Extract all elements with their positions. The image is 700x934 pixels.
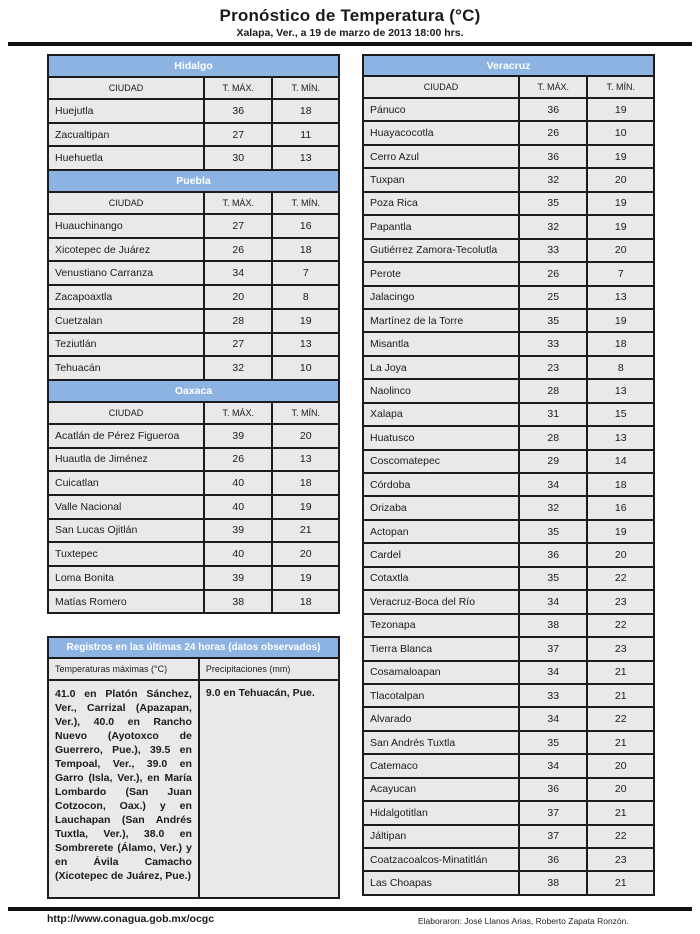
tmax-cell: 34	[204, 261, 273, 285]
tmin-cell: 23	[587, 848, 654, 871]
page-title: Pronóstico de Temperatura (°C)	[219, 6, 481, 25]
tmax-cell: 37	[519, 801, 588, 824]
top-divider	[8, 42, 692, 46]
tmin-cell: 13	[587, 286, 654, 309]
tmax-cell: 29	[519, 450, 588, 473]
city-cell: Tehuacán	[48, 356, 204, 380]
table-row	[363, 684, 654, 707]
table-row	[48, 590, 339, 614]
column-header-tmax: T. MÁX.	[204, 402, 273, 424]
tmax-cell: 33	[519, 684, 588, 707]
tmax-cell: 32	[519, 215, 588, 238]
table-row	[363, 825, 654, 848]
table-row	[363, 239, 654, 262]
column-header-tmin: T. MÍN.	[272, 77, 339, 99]
table-row	[48, 123, 339, 147]
table-row	[48, 261, 339, 285]
table-row	[48, 333, 339, 357]
column-header-city: CIUDAD	[48, 402, 204, 424]
tmin-cell: 20	[587, 239, 654, 262]
tmin-cell: 13	[272, 146, 339, 170]
tmax-cell: 28	[519, 379, 588, 402]
bottom-divider	[8, 907, 692, 911]
city-cell: Perote	[363, 262, 519, 285]
city-cell: Córdoba	[363, 473, 519, 496]
tmin-cell: 18	[272, 590, 339, 614]
column-header-city: CIUDAD	[363, 76, 519, 98]
table-row	[363, 403, 654, 426]
column-header-tmin: T. MÍN.	[272, 402, 339, 424]
tmin-cell: 16	[587, 496, 654, 519]
tmax-cell: 39	[204, 519, 273, 543]
city-cell: Matías Romero	[48, 590, 204, 614]
tmin-cell: 18	[587, 473, 654, 496]
table-row	[48, 99, 339, 123]
city-cell: Huauchinango	[48, 214, 204, 238]
state-header-hidalgo: Hidalgo	[48, 55, 339, 77]
tmax-cell: 26	[204, 448, 273, 472]
observed-precip-header: Precipitaciones (mm)	[199, 658, 339, 680]
city-cell: Orizaba	[363, 496, 519, 519]
city-cell: Cuicatlan	[48, 471, 204, 495]
observed-tmax-text: 41.0 en Platón Sánchez, Ver., Carrizal (Apazapan, Ver.), 40.0 en Rancho Nuevo (Ayotoxco de Guerrero, Pue.), 39.5 en Tempoal, Ver., 39.0 en Garro (Isla, Ver.), en María Lombardo (San Juan Cotzocon, Oax.) y en Lauchapan (San Andrés Tuxtla, Ver.), 38.0 en Sombrerete (Álamo, Ver.) y en Ávila Camacho (Xicotepec de Juárez, Pue.)	[48, 680, 199, 898]
tmax-cell: 34	[519, 661, 588, 684]
table-row	[363, 848, 654, 871]
table-row	[363, 637, 654, 660]
tmin-cell: 13	[587, 426, 654, 449]
tmax-cell: 38	[204, 590, 273, 614]
observed-title: Registros en las últimas 24 horas (datos observados)	[48, 637, 339, 658]
city-cell: Hidalgotitlan	[363, 801, 519, 824]
table-row	[363, 473, 654, 496]
observed-tmax-header: Temperaturas máximas (°C)	[48, 658, 199, 680]
tmax-cell: 30	[204, 146, 273, 170]
tmax-cell: 36	[519, 98, 588, 121]
tmax-cell: 31	[519, 403, 588, 426]
city-cell: Huehuetla	[48, 146, 204, 170]
tmax-cell: 27	[204, 333, 273, 357]
left-forecast-table	[47, 54, 340, 614]
tmax-cell: 36	[519, 848, 588, 871]
table-row	[363, 567, 654, 590]
table-row	[363, 379, 654, 402]
city-cell: Cosamaloapan	[363, 661, 519, 684]
tmin-cell: 22	[587, 614, 654, 637]
tmin-cell: 20	[587, 754, 654, 777]
city-cell: Las Choapas	[363, 871, 519, 894]
city-cell: Teziutlán	[48, 333, 204, 357]
tmax-cell: 37	[519, 825, 588, 848]
city-cell: Tezonapa	[363, 614, 519, 637]
table-row	[363, 661, 654, 684]
tmax-cell: 40	[204, 471, 273, 495]
tmax-cell: 34	[519, 590, 588, 613]
tmax-cell: 32	[204, 356, 273, 380]
tmax-cell: 26	[519, 121, 588, 144]
tmin-cell: 16	[272, 214, 339, 238]
tmin-cell: 22	[587, 707, 654, 730]
tmin-cell: 23	[587, 590, 654, 613]
city-cell: Tlacotalpan	[363, 684, 519, 707]
state-header-oaxaca: Oaxaca	[48, 380, 339, 402]
tmin-cell: 19	[587, 98, 654, 121]
city-cell: Huejutla	[48, 99, 204, 123]
city-cell: Acayucan	[363, 778, 519, 801]
state-header-veracruz: Veracruz	[363, 55, 654, 76]
city-cell: Naolinco	[363, 379, 519, 402]
tmax-cell: 26	[204, 238, 273, 262]
table-row	[48, 566, 339, 590]
tmin-cell: 18	[587, 332, 654, 355]
city-cell: Tuxtepec	[48, 542, 204, 566]
tmax-cell: 25	[519, 286, 588, 309]
tmax-cell: 40	[204, 495, 273, 519]
tmax-cell: 34	[519, 754, 588, 777]
table-row	[363, 215, 654, 238]
tmax-cell: 28	[519, 426, 588, 449]
tmin-cell: 8	[272, 285, 339, 309]
state-header-puebla: Puebla	[48, 170, 339, 192]
tmin-cell: 14	[587, 450, 654, 473]
tmax-cell: 35	[519, 567, 588, 590]
tmax-cell: 38	[519, 871, 588, 894]
city-cell: Tuxpan	[363, 168, 519, 191]
tmax-cell: 36	[204, 99, 273, 123]
table-row	[363, 496, 654, 519]
table-row	[48, 214, 339, 238]
veracruz-forecast-table	[362, 54, 655, 896]
column-header-tmin: T. MÍN.	[272, 192, 339, 214]
table-row	[48, 495, 339, 519]
tmax-cell: 36	[519, 145, 588, 168]
tmin-cell: 20	[587, 168, 654, 191]
tmin-cell: 11	[272, 123, 339, 147]
table-row	[48, 542, 339, 566]
city-cell: Coatzacoalcos-Minatitlán	[363, 848, 519, 871]
city-cell: Coscomatepec	[363, 450, 519, 473]
table-row	[363, 332, 654, 355]
tmin-cell: 19	[587, 215, 654, 238]
table-row	[48, 309, 339, 333]
tmax-cell: 39	[204, 424, 273, 448]
table-row	[363, 731, 654, 754]
tmax-cell: 34	[519, 473, 588, 496]
tmax-cell: 35	[519, 192, 588, 215]
table-row	[363, 356, 654, 379]
table-row	[48, 238, 339, 262]
table-row	[363, 145, 654, 168]
column-header-tmax: T. MÁX.	[204, 77, 273, 99]
city-cell: Xalapa	[363, 403, 519, 426]
tmin-cell: 22	[587, 825, 654, 848]
column-header-tmax: T. MÁX.	[204, 192, 273, 214]
tmin-cell: 13	[587, 379, 654, 402]
tmin-cell: 15	[587, 403, 654, 426]
column-header-tmax: T. MÁX.	[519, 76, 588, 98]
tmin-cell: 19	[587, 145, 654, 168]
tmax-cell: 35	[519, 520, 588, 543]
tmin-cell: 20	[587, 543, 654, 566]
tmin-cell: 20	[272, 424, 339, 448]
city-cell: San Lucas Ojitlán	[48, 519, 204, 543]
page-subtitle: Xalapa, Ver., a 19 de marzo de 2013 18:00 hrs.	[236, 27, 464, 39]
tmin-cell: 19	[587, 192, 654, 215]
tmin-cell: 21	[587, 684, 654, 707]
tmax-cell: 38	[519, 614, 588, 637]
column-header-city: CIUDAD	[48, 192, 204, 214]
table-row	[363, 450, 654, 473]
city-cell: Acatlán de Pérez Figueroa	[48, 424, 204, 448]
tmin-cell: 10	[587, 121, 654, 144]
city-cell: Valle Nacional	[48, 495, 204, 519]
city-cell: Papantla	[363, 215, 519, 238]
city-cell: Cardel	[363, 543, 519, 566]
tmin-cell: 18	[272, 471, 339, 495]
table-row	[48, 285, 339, 309]
tmax-cell: 33	[519, 332, 588, 355]
tmin-cell: 23	[587, 637, 654, 660]
city-cell: Gutiérrez Zamora-Tecolutla	[363, 239, 519, 262]
table-row	[363, 262, 654, 285]
tmin-cell: 19	[272, 495, 339, 519]
table-row	[363, 707, 654, 730]
tmin-cell: 21	[587, 801, 654, 824]
city-cell: Tierra Blanca	[363, 637, 519, 660]
tmin-cell: 20	[272, 542, 339, 566]
city-cell: Martínez de la Torre	[363, 309, 519, 332]
tmin-cell: 13	[272, 333, 339, 357]
tmax-cell: 23	[519, 356, 588, 379]
table-row	[363, 590, 654, 613]
tmax-cell: 39	[204, 566, 273, 590]
city-cell: Catemaco	[363, 754, 519, 777]
city-cell: Jáltipan	[363, 825, 519, 848]
table-row	[48, 448, 339, 472]
table-row	[48, 146, 339, 170]
tmin-cell: 22	[587, 567, 654, 590]
tmin-cell: 8	[587, 356, 654, 379]
city-cell: Cotaxtla	[363, 567, 519, 590]
city-cell: Jalacingo	[363, 286, 519, 309]
city-cell: Xicotepec de Juárez	[48, 238, 204, 262]
footer-credits: Elaboraron: José Llanos Arias, Roberto Zapata Ronzón.	[418, 916, 629, 926]
table-row	[363, 98, 654, 121]
city-cell: Huatusco	[363, 426, 519, 449]
tmax-cell: 27	[204, 123, 273, 147]
tmin-cell: 20	[587, 778, 654, 801]
tmin-cell: 19	[587, 520, 654, 543]
footer-url-link[interactable]: http://www.conagua.gob.mx/ocgc	[47, 913, 215, 925]
table-row	[363, 614, 654, 637]
column-header-tmin: T. MÍN.	[587, 76, 654, 98]
city-cell: San Andrés Tuxtla	[363, 731, 519, 754]
tmax-cell: 28	[204, 309, 273, 333]
table-row	[363, 309, 654, 332]
tmax-cell: 35	[519, 731, 588, 754]
city-cell: Actopan	[363, 520, 519, 543]
table-row	[363, 778, 654, 801]
tmin-cell: 21	[587, 731, 654, 754]
city-cell: Cerro Azul	[363, 145, 519, 168]
city-cell: Pánuco	[363, 98, 519, 121]
table-row	[48, 356, 339, 380]
tmax-cell: 34	[519, 707, 588, 730]
tmax-cell: 36	[519, 543, 588, 566]
tmin-cell: 19	[272, 566, 339, 590]
tmin-cell: 13	[272, 448, 339, 472]
observed-precip-text: 9.0 en Tehuacán, Pue.	[199, 680, 339, 898]
city-cell: Huayacocotla	[363, 121, 519, 144]
city-cell: Alvarado	[363, 707, 519, 730]
tmax-cell: 36	[519, 778, 588, 801]
tmin-cell: 19	[587, 309, 654, 332]
city-cell: Zacualtipan	[48, 123, 204, 147]
table-row	[363, 121, 654, 144]
tmax-cell: 37	[519, 637, 588, 660]
table-row	[48, 471, 339, 495]
tmin-cell: 19	[272, 309, 339, 333]
table-row	[363, 520, 654, 543]
tmax-cell: 33	[519, 239, 588, 262]
city-cell: Venustiano Carranza	[48, 261, 204, 285]
table-row	[48, 519, 339, 543]
tmin-cell: 10	[272, 356, 339, 380]
city-cell: Poza Rica	[363, 192, 519, 215]
table-row	[363, 168, 654, 191]
tmax-cell: 26	[519, 262, 588, 285]
table-row	[363, 192, 654, 215]
tmax-cell: 27	[204, 214, 273, 238]
city-cell: Huautla de Jiménez	[48, 448, 204, 472]
table-row	[48, 424, 339, 448]
tmin-cell: 21	[272, 519, 339, 543]
table-row	[363, 801, 654, 824]
observed-records-table	[47, 636, 340, 899]
city-cell: Cuetzalan	[48, 309, 204, 333]
tmax-cell: 32	[519, 168, 588, 191]
tmin-cell: 7	[587, 262, 654, 285]
tmin-cell: 21	[587, 661, 654, 684]
tmin-cell: 18	[272, 238, 339, 262]
tmin-cell: 18	[272, 99, 339, 123]
tmax-cell: 20	[204, 285, 273, 309]
table-row	[363, 286, 654, 309]
tmax-cell: 35	[519, 309, 588, 332]
tmin-cell: 21	[587, 871, 654, 894]
tmax-cell: 32	[519, 496, 588, 519]
city-cell: La Joya	[363, 356, 519, 379]
city-cell: Misantla	[363, 332, 519, 355]
table-row	[363, 426, 654, 449]
tmax-cell: 40	[204, 542, 273, 566]
city-cell: Loma Bonita	[48, 566, 204, 590]
city-cell: Veracruz-Boca del Río	[363, 590, 519, 613]
column-header-city: CIUDAD	[48, 77, 204, 99]
tmin-cell: 7	[272, 261, 339, 285]
table-row	[363, 543, 654, 566]
table-row	[363, 871, 654, 894]
city-cell: Zacapoaxtla	[48, 285, 204, 309]
table-row	[363, 754, 654, 777]
